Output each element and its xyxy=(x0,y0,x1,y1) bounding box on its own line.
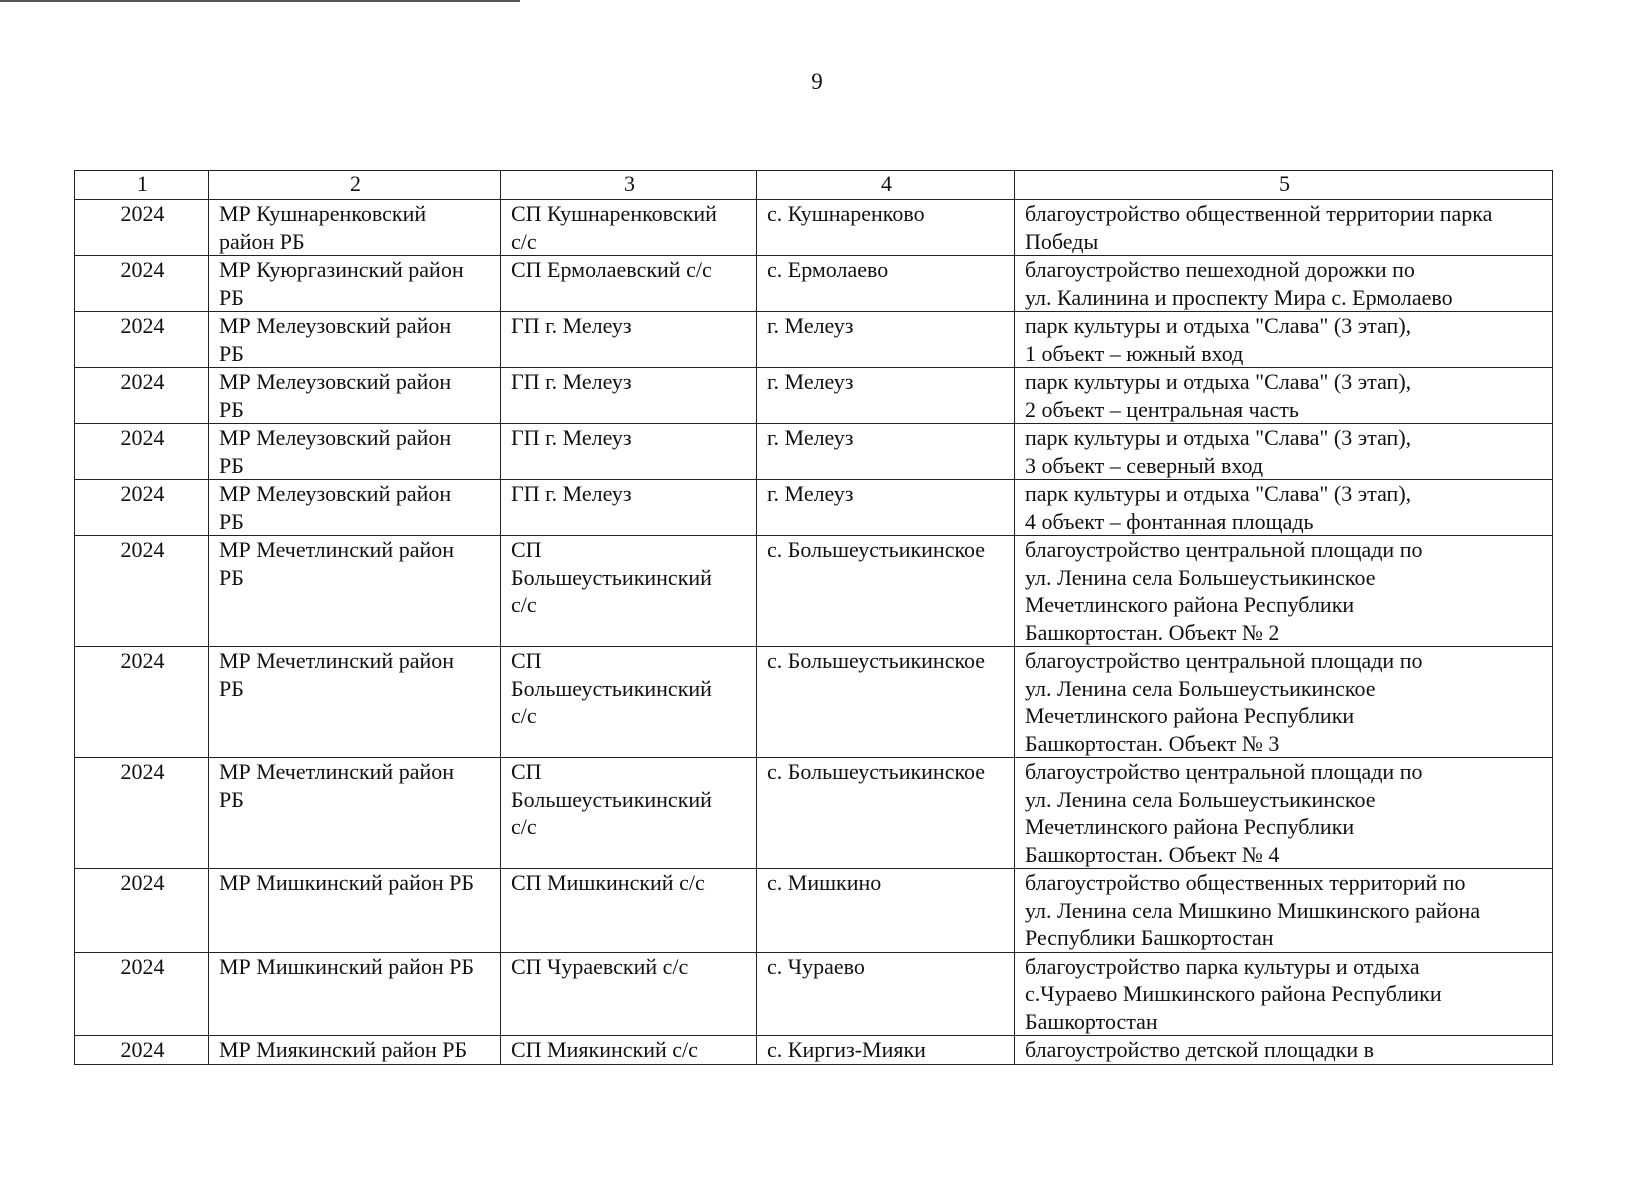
cell-year: 2024 xyxy=(75,368,209,424)
cell-settlement: СП Кушнаренковский с/с xyxy=(501,200,757,256)
cell-settlement: ГП г. Мелеуз xyxy=(501,312,757,368)
cell-district: МР Мечетлинский район РБ xyxy=(209,647,501,758)
cell-settlement: ГП г. Мелеуз xyxy=(501,368,757,424)
cell-description: благоустройство центральной площади по ул. Ленина села Большеустьикинское Мечетлинского района Республики Башкортостан. Объект № 2 xyxy=(1015,536,1553,647)
cell-description: парк культуры и отдыха "Слава" (3 этап), 4 объект – фонтанная площадь xyxy=(1015,480,1553,536)
cell-year: 2024 xyxy=(75,256,209,312)
cell-description: благоустройство центральной площади по ул. Ленина села Большеустьикинское Мечетлинского района Республики Башкортостан. Объект № 3 xyxy=(1015,647,1553,758)
cell-settlement: СП Большеустьикинский с/с xyxy=(501,647,757,758)
cell-district: МР Мелеузовский район РБ xyxy=(209,424,501,480)
cell-district: МР Мечетлинский район РБ xyxy=(209,536,501,647)
column-header-5: 5 xyxy=(1015,171,1553,200)
cell-locality: с. Большеустьикинское xyxy=(757,647,1015,758)
cell-description: благоустройство детской площадки в xyxy=(1015,1036,1553,1065)
cell-locality: с. Чураево xyxy=(757,952,1015,1036)
page-number: 9 xyxy=(811,69,823,94)
cell-year: 2024 xyxy=(75,869,209,953)
column-header-2: 2 xyxy=(209,171,501,200)
cell-locality: г. Мелеуз xyxy=(757,480,1015,536)
cell-locality: с. Ермолаево xyxy=(757,256,1015,312)
column-header-1: 1 xyxy=(75,171,209,200)
cell-locality: с. Большеустьикинское xyxy=(757,536,1015,647)
cell-year: 2024 xyxy=(75,758,209,869)
cell-description: благоустройство общественной территории парка Победы xyxy=(1015,200,1553,256)
column-header-4: 4 xyxy=(757,171,1015,200)
column-header-3: 3 xyxy=(501,171,757,200)
cell-year: 2024 xyxy=(75,424,209,480)
cell-district: МР Мишкинский район РБ xyxy=(209,869,501,953)
cell-district: МР Кушнаренковский район РБ xyxy=(209,200,501,256)
cell-district: МР Мечетлинский район РБ xyxy=(209,758,501,869)
cell-year: 2024 xyxy=(75,952,209,1036)
cell-year: 2024 xyxy=(75,480,209,536)
cell-locality: г. Мелеуз xyxy=(757,368,1015,424)
cell-district: МР Миякинский район РБ xyxy=(209,1036,501,1065)
cell-locality: с. Киргиз-Мияки xyxy=(757,1036,1015,1065)
table-row xyxy=(75,312,1553,368)
cell-description: благоустройство парка культуры и отдыха с.Чураево Мишкинского района Республики Башкортостан xyxy=(1015,952,1553,1036)
cell-locality: с. Кушнаренково xyxy=(757,200,1015,256)
cell-district: МР Мишкинский район РБ xyxy=(209,952,501,1036)
cell-settlement: ГП г. Мелеуз xyxy=(501,480,757,536)
table-row xyxy=(75,200,1553,256)
scan-edge-line xyxy=(0,0,520,2)
table-row xyxy=(75,952,1553,1036)
cell-description: парк культуры и отдыха "Слава" (3 этап), 1 объект – южный вход xyxy=(1015,312,1553,368)
cell-settlement: СП Чураевский с/с xyxy=(501,952,757,1036)
cell-description: благоустройство пешеходной дорожки по ул. Калинина и проспекту Мира с. Ермолаево xyxy=(1015,256,1553,312)
cell-year: 2024 xyxy=(75,312,209,368)
cell-district: МР Мелеузовский район РБ xyxy=(209,312,501,368)
table-row xyxy=(75,647,1553,758)
cell-locality: г. Мелеуз xyxy=(757,312,1015,368)
cell-description: благоустройство центральной площади по ул. Ленина села Большеустьикинское Мечетлинского района Республики Башкортостан. Объект № 4 xyxy=(1015,758,1553,869)
cell-settlement: СП Ермолаевский с/с xyxy=(501,256,757,312)
cell-year: 2024 xyxy=(75,536,209,647)
table-row xyxy=(75,758,1553,869)
table-row xyxy=(75,256,1553,312)
table-row xyxy=(75,368,1553,424)
cell-settlement: СП Миякинский с/с xyxy=(501,1036,757,1065)
cell-year: 2024 xyxy=(75,1036,209,1065)
cell-district: МР Мелеузовский район РБ xyxy=(209,368,501,424)
table-row xyxy=(75,869,1553,953)
cell-locality: с. Мишкино xyxy=(757,869,1015,953)
cell-description: благоустройство общественных территорий по ул. Ленина села Мишкино Мишкинского района Республики Башкортостан xyxy=(1015,869,1553,953)
table-row xyxy=(75,424,1553,480)
cell-description: парк культуры и отдыха "Слава" (3 этап), 2 объект – центральная часть xyxy=(1015,368,1553,424)
cell-district: МР Куюргазинский район РБ xyxy=(209,256,501,312)
cell-year: 2024 xyxy=(75,200,209,256)
table-header-row xyxy=(75,171,1553,200)
table-row xyxy=(75,1036,1553,1065)
table-row xyxy=(75,480,1553,536)
cell-settlement: СП Мишкинский с/с xyxy=(501,869,757,953)
projects-table xyxy=(74,170,1553,1065)
cell-locality: с. Большеустьикинское xyxy=(757,758,1015,869)
cell-settlement: ГП г. Мелеуз xyxy=(501,424,757,480)
cell-settlement: СП Большеустьикинский с/с xyxy=(501,536,757,647)
cell-year: 2024 xyxy=(75,647,209,758)
table-row xyxy=(75,536,1553,647)
cell-settlement: СП Большеустьикинский с/с xyxy=(501,758,757,869)
cell-locality: г. Мелеуз xyxy=(757,424,1015,480)
cell-district: МР Мелеузовский район РБ xyxy=(209,480,501,536)
cell-description: парк культуры и отдыха "Слава" (3 этап), 3 объект – северный вход xyxy=(1015,424,1553,480)
